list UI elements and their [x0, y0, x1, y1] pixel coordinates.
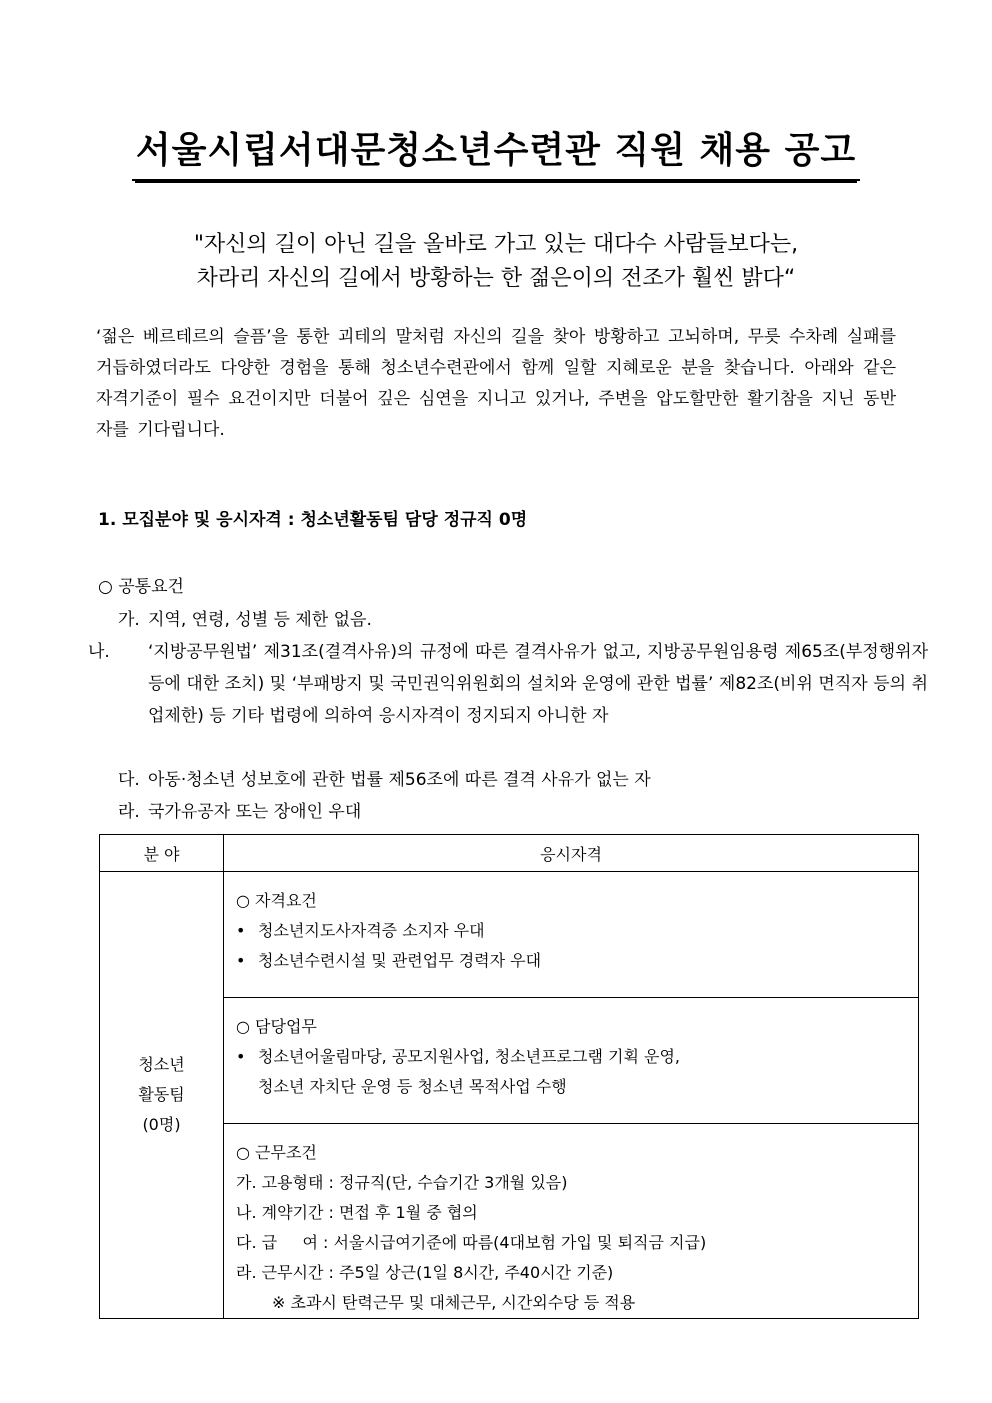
condition-note: ※ 초과시 탄력근무 및 대체근무, 시간외수당 등 적용: [272, 1293, 636, 1312]
table-header-row: [100, 835, 919, 872]
bullet-text: 청소년수련시설 및 관련업무 경력자 우대: [258, 951, 542, 970]
bullet-continuation: 청소년 자치단 운영 등 청소년 목적사업 수행: [258, 1077, 567, 1096]
quote-line-2: 차라리 자신의 길에서 방황하는 한 젊은이의 전조가 훨씬 밝다“: [196, 266, 796, 291]
common-item-ga: [118, 604, 898, 636]
bullet-icon: •: [236, 921, 246, 940]
conditions-cell: [224, 1124, 919, 1319]
quote-line-1: "자신의 길이 아닌 길을 올바로 가고 있는 대다수 사람들보다는,: [193, 232, 799, 257]
item-marker: 나.: [88, 642, 110, 662]
item-marker: 라.: [118, 802, 140, 822]
list-item: [236, 946, 918, 976]
field-line-3: (0명): [142, 1115, 181, 1134]
duties-heading: ○ 담당업무: [236, 1017, 317, 1036]
quote: [0, 228, 992, 296]
conditions-heading: ○ 근무조건: [236, 1143, 317, 1162]
common-item-na: [88, 636, 928, 732]
item-text: 지역, 연령, 성별 등 제한 없음.: [148, 610, 372, 630]
page-title: 서울시립서대문청소년수련관 직원 채용 공고: [132, 122, 860, 181]
bullet-text: 청소년지도사자격증 소지자 우대: [258, 921, 485, 940]
item-text: 아동·청소년 성보호에 관한 법률 제56조에 따른 결격 사유가 없는 자: [148, 770, 651, 790]
list-item: [236, 1042, 918, 1072]
table-row: [100, 872, 919, 998]
common-requirements-heading: ○ 공통요건: [98, 577, 184, 597]
list-item: [236, 916, 918, 946]
duties-cell: [224, 998, 919, 1124]
condition-line: 가. 고용형태 : 정규직(단, 수습기간 3개월 있음): [236, 1173, 568, 1192]
item-marker: 다.: [118, 770, 140, 790]
item-text: ‘지방공무원법’ 제31조(결격사유)의 규정에 따른 결격사유가 없고, 지방공무원임용령 제65조(부정행위자 등에 대한 조치) 및 ‘부패방지 및 국민권익위원회의 설치와 운영에 관한 법률’ 제82조(비위 면직자 등의 취업제한) 등 기타 법령에 의하여 응시자격이 정지되지 아니한 자: [148, 642, 928, 726]
qualification-table: [99, 834, 919, 1319]
condition-line: 나. 계약기간 : 면접 후 1월 중 협의: [236, 1203, 478, 1222]
condition-line: 다. 급 여 : 서울시급여기준에 따름(4대보험 가입 및 퇴직금 지급): [236, 1233, 707, 1252]
field-line-2: 활동팀: [138, 1085, 185, 1104]
bullet-icon: •: [236, 1047, 246, 1066]
field-line-1: 청소년: [138, 1055, 185, 1074]
intro-paragraph: ‘젊은 베르테르의 슬픔’을 통한 괴테의 말처럼 자신의 길을 찾아 방황하고 고뇌하며, 무릇 수차례 실패를 거듭하였더라도 다양한 경험을 통해 청소년수련관에서 함께 일할 지혜로운 분을 찾습니다. 아래와 같은 자격기준이 필수 요건이지만 더불어 깊은 심연을 지니고 있거나, 주변을 압도할만한 활기참을 지닌 동반자를 기다립니다.: [96, 327, 896, 440]
header-field: 분 야: [100, 835, 224, 872]
common-item-da: [118, 764, 898, 796]
item-marker: 가.: [118, 610, 140, 630]
field-cell: [100, 872, 224, 1319]
section-1-heading: 1. 모집분야 및 응시자격 : 청소년활동팀 담당 정규직 0명: [98, 510, 528, 530]
qualifications-cell: [224, 872, 919, 998]
header-qualification: 응시자격: [224, 835, 919, 872]
common-item-ra: [118, 796, 898, 828]
bullet-text: 청소년어울림마당, 공모지원사업, 청소년프로그램 기획 운영,: [258, 1047, 681, 1066]
bullet-icon: •: [236, 951, 246, 970]
item-text: 국가유공자 또는 장애인 우대: [148, 802, 362, 822]
condition-line: 라. 근무시간 : 주5일 상근(1일 8시간, 주40시간 기준): [236, 1263, 614, 1282]
page-title-wrap: [0, 122, 992, 181]
qualifications-heading: ○ 자격요건: [236, 891, 317, 910]
